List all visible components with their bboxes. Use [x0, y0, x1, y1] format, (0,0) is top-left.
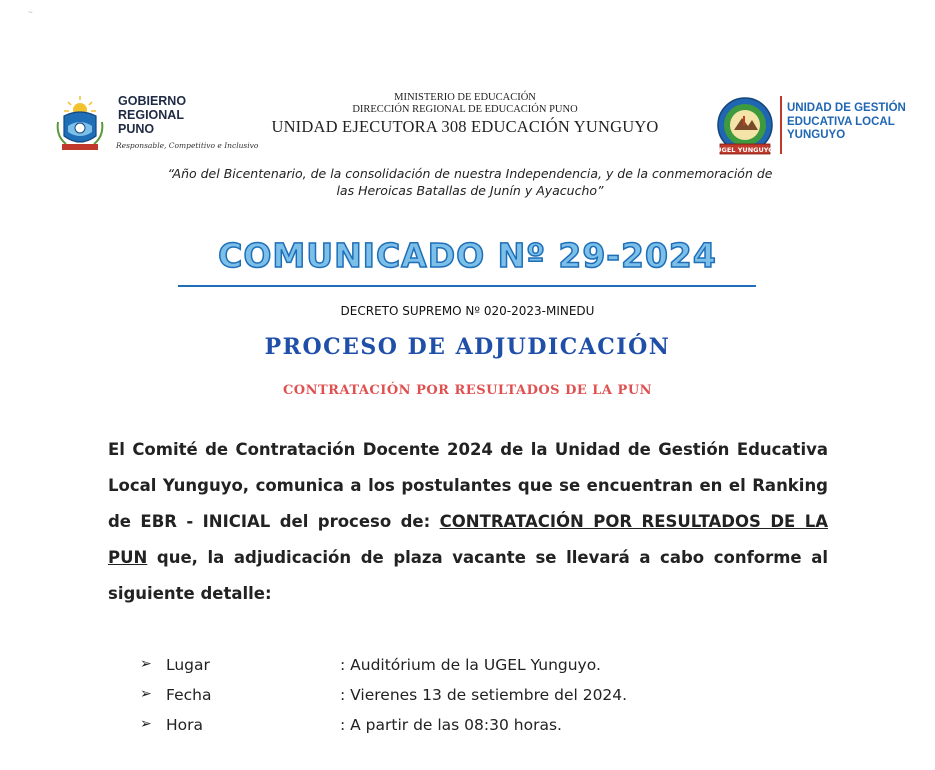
- arrow-bullet-icon: ➢: [140, 656, 152, 672]
- detail-value: : Auditórium de la UGEL Yunguyo.: [340, 656, 601, 674]
- arrow-bullet-icon: ➢: [140, 686, 152, 702]
- gobierno-regional-puno-logo: [50, 92, 110, 154]
- ministry-line-1: MINISTERIO DE EDUCACIÓN: [394, 92, 536, 103]
- ministry-line-3: UNIDAD EJECUTORA 308 EDUCACIÓN YUNGUYO: [271, 117, 659, 136]
- detail-value: : Vierenes 13 de setiembre del 2024.: [340, 686, 628, 704]
- gobierno-tagline: Responsable, Competitivo e Inclusivo: [116, 141, 259, 150]
- detail-label: Fecha: [166, 686, 212, 704]
- arrow-bullet-icon: ➢: [140, 716, 152, 732]
- announcement-body: [108, 432, 828, 612]
- page-title: COMUNICADO Nº 29-2024: [218, 236, 717, 275]
- ugel-name: [787, 102, 906, 143]
- ministry-header: [230, 92, 700, 138]
- ugel-seal-text: UGEL YUNGUYO: [716, 146, 774, 154]
- year-motto: [90, 165, 850, 199]
- process-subtitle: PROCESO DE ADJUDICACIÓN: [264, 334, 671, 360]
- body-underlined-text: CONTRATACIÓN POR RESULTADOS DE LA PUN: [108, 512, 829, 567]
- gobierno-line: PUNO: [118, 122, 155, 136]
- ugel-line: YUNGUYO: [787, 129, 846, 141]
- detail-label: Hora: [166, 716, 204, 734]
- motto-line-1: “Año del Bicentenario, de la consolidación de nuestra Independencia, y de la conmemoración de: [167, 166, 773, 181]
- contracting-subtitle: CONTRATACIÓN POR RESULTADOS DE LA PUN: [282, 383, 653, 398]
- motto-line-2: las Heroicas Batallas de Junín y Ayacucho”: [336, 183, 604, 198]
- detail-label: Lugar: [166, 656, 210, 674]
- gobierno-line: GOBIERNO: [118, 94, 187, 108]
- title-underline: [178, 285, 756, 287]
- ugel-divider: [780, 96, 782, 154]
- scan-mark: ~: [28, 8, 33, 17]
- ugel-line: EDUCATIVA LOCAL: [787, 115, 895, 128]
- gobierno-line: REGIONAL: [118, 108, 184, 122]
- decree-reference: DECRETO SUPREMO Nº 020-2023-MINEDU: [340, 304, 595, 318]
- gobierno-regional-name: [118, 94, 228, 136]
- ministry-line-2: DIRECCIÓN REGIONAL DE EDUCACIÓN PUNO: [352, 104, 578, 115]
- body-text-part-1: El Comité de Contratación Docente 2024 de la Unidad de Gestión Educativa Local Yunguyo, comunica a los postulantes que se encuentran en el Ranking de EBR - INICIAL del proceso de:: [108, 440, 828, 531]
- body-text-part-2: que, la adjudicación de plaza vacante se llevará a cabo conforme al siguiente detalle:: [108, 548, 828, 603]
- detail-value: : A partir de las 08:30 horas.: [340, 716, 562, 734]
- ugel-yunguyo-seal: [712, 94, 778, 160]
- ugel-line: UNIDAD DE GESTIÓN: [787, 102, 906, 114]
